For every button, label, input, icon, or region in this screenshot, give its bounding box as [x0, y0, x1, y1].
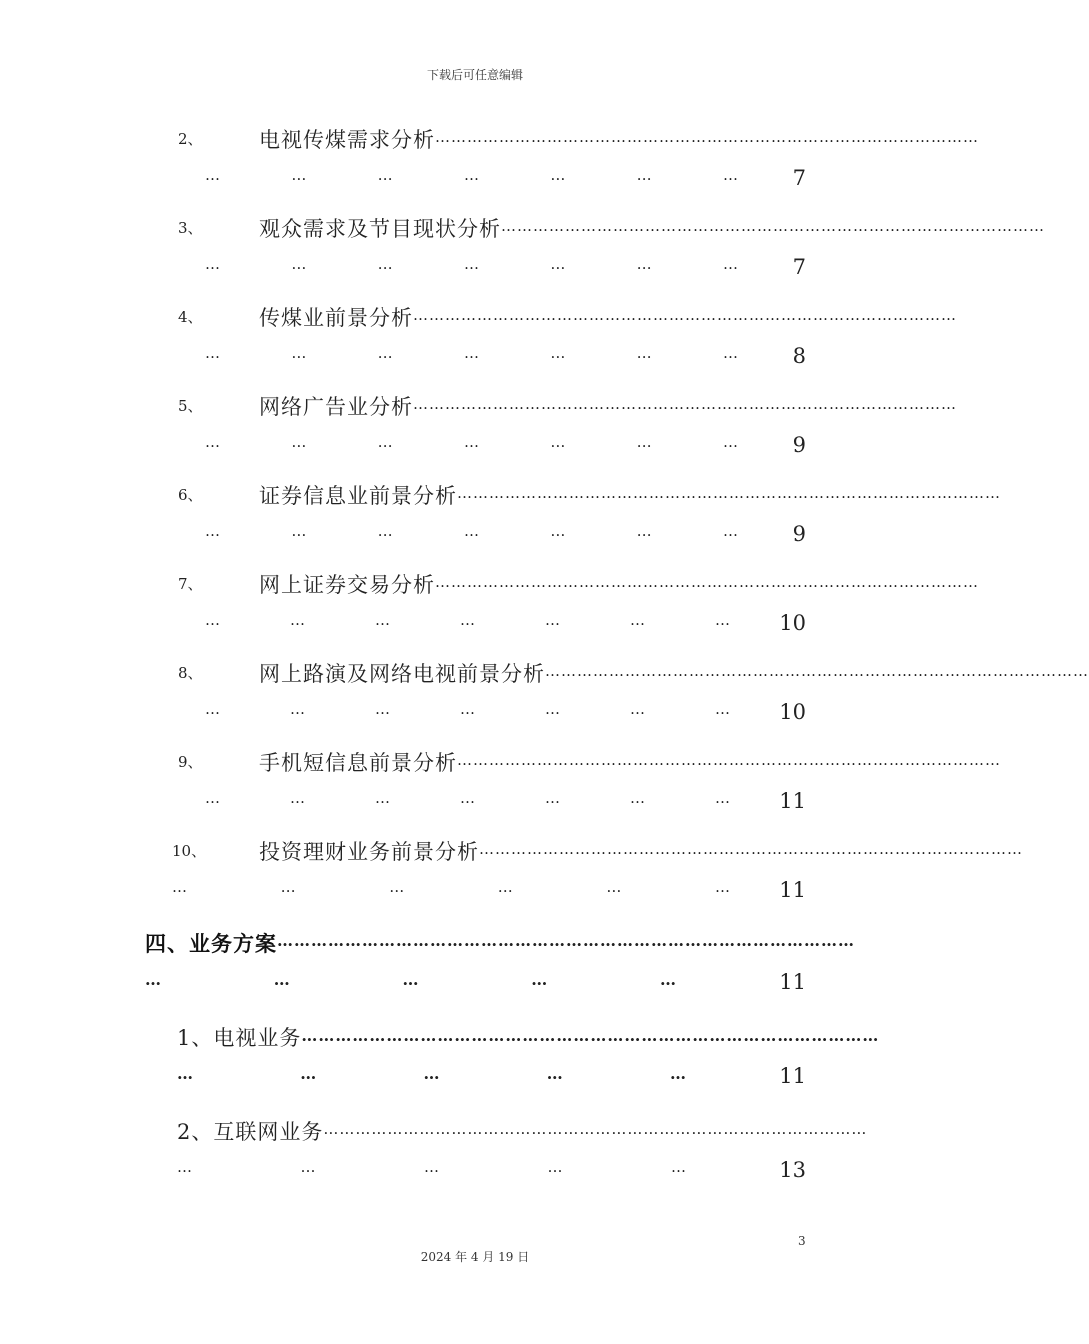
ellipsis-mark: …: [205, 700, 220, 718]
toc-entry-number: 4、: [178, 308, 203, 326]
toc-page-number: 7: [792, 166, 806, 190]
ellipsis-mark: …: [671, 1158, 686, 1176]
ellipsis-mark: …: [423, 1064, 440, 1083]
toc-dots-row: [205, 522, 738, 540]
ellipsis-mark: …: [630, 789, 645, 807]
ellipsis-mark: …: [630, 611, 645, 629]
page-header: 下载后可任意编辑: [426, 68, 523, 82]
toc-dots-row: [205, 344, 738, 362]
toc-entry-title: 手机短信息前景分析: [259, 751, 457, 775]
toc-entry-number: 10、: [172, 842, 207, 860]
toc-page-number: 9: [792, 433, 806, 457]
ellipsis-mark: …: [636, 166, 652, 184]
ellipsis-mark: …: [715, 789, 730, 807]
toc-subentry-title: 1、电视业务: [177, 1026, 302, 1050]
ellipsis-mark: …: [389, 878, 405, 896]
ellipsis-mark: …: [722, 255, 738, 273]
ellipsis-mark: …: [497, 878, 513, 896]
toc-leader-dots: …………………………………………………………………………………………: [435, 573, 979, 591]
ellipsis-mark: …: [606, 878, 622, 896]
ellipsis-mark: …: [291, 255, 307, 273]
section-leader-dots: …………………………………………………………………………………………: [277, 931, 855, 950]
ellipsis-mark: …: [722, 433, 738, 451]
toc-subentry-title: 2、互联网业务: [177, 1120, 324, 1144]
toc-dots-row: [205, 789, 730, 807]
ellipsis-mark: …: [291, 522, 307, 540]
ellipsis-mark: …: [377, 344, 393, 362]
ellipsis-mark: …: [463, 522, 479, 540]
toc-page-number: 8: [792, 344, 806, 368]
ellipsis-mark: …: [714, 878, 730, 896]
toc-page-number: 7: [792, 255, 806, 279]
ellipsis-mark: …: [177, 1064, 193, 1083]
ellipsis-mark: …: [550, 166, 566, 184]
ellipsis-mark: …: [722, 344, 738, 362]
toc-entry-title: 网上路演及网络电视前景分析: [259, 662, 545, 686]
toc-dots-row: [205, 433, 738, 451]
toc-dots-row: [172, 878, 730, 896]
ellipsis-mark: …: [550, 344, 566, 362]
toc-dots-row: [205, 166, 738, 184]
ellipsis-mark: …: [205, 789, 220, 807]
toc-leader-dots: …………………………………………………………………………………………: [323, 1120, 868, 1138]
toc-leader-dots: …………………………………………………………………………………………: [457, 484, 1001, 502]
ellipsis-mark: …: [722, 522, 738, 540]
ellipsis-mark: …: [172, 878, 187, 896]
toc-leader-dots: …………………………………………………………………………………………: [545, 662, 1089, 680]
ellipsis-mark: …: [205, 522, 220, 540]
ellipsis-mark: …: [291, 344, 307, 362]
ellipsis-mark: …: [205, 255, 220, 273]
ellipsis-mark: …: [636, 344, 652, 362]
ellipsis-mark: …: [670, 1064, 686, 1083]
toc-dots-row: [177, 1158, 686, 1176]
ellipsis-mark: …: [280, 878, 296, 896]
toc-dots-row: [205, 611, 730, 629]
ellipsis-mark: …: [547, 1158, 563, 1176]
toc-leader-dots: …………………………………………………………………………………………: [413, 306, 957, 324]
ellipsis-mark: …: [424, 1158, 439, 1176]
toc-entry-title: 证券信息业前景分析: [259, 484, 457, 508]
ellipsis-mark: …: [273, 970, 290, 989]
toc-entry-number: 8、: [178, 664, 203, 682]
ellipsis-mark: …: [290, 611, 305, 629]
ellipsis-mark: …: [636, 255, 652, 273]
toc-entry-title: 网上证券交易分析: [259, 573, 435, 597]
ellipsis-mark: …: [300, 1064, 317, 1083]
toc-entry-number: 2、: [178, 130, 203, 148]
ellipsis-mark: …: [460, 700, 475, 718]
ellipsis-mark: …: [290, 700, 305, 718]
ellipsis-mark: …: [715, 700, 730, 718]
toc-page-number: 11: [779, 878, 806, 902]
ellipsis-mark: …: [545, 611, 560, 629]
toc-page-number: 11: [779, 1064, 806, 1088]
ellipsis-mark: …: [377, 522, 393, 540]
toc-entry-title: 投资理财业务前景分析: [259, 840, 479, 864]
toc-leader-dots: …………………………………………………………………………………………: [479, 840, 1023, 858]
ellipsis-mark: …: [291, 166, 307, 184]
ellipsis-mark: …: [545, 789, 560, 807]
ellipsis-mark: …: [630, 700, 645, 718]
ellipsis-mark: …: [377, 255, 393, 273]
ellipsis-mark: …: [463, 255, 479, 273]
ellipsis-mark: …: [636, 433, 652, 451]
toc-dots-row: [205, 700, 730, 718]
ellipsis-mark: …: [375, 789, 390, 807]
ellipsis-mark: …: [460, 789, 475, 807]
section-dots-row: [145, 970, 676, 989]
ellipsis-mark: …: [375, 611, 390, 629]
ellipsis-mark: …: [722, 166, 738, 184]
ellipsis-mark: …: [463, 433, 479, 451]
ellipsis-mark: …: [546, 1064, 563, 1083]
toc-page-number: 11: [779, 789, 806, 813]
toc-entry-number: 3、: [178, 219, 203, 237]
ellipsis-mark: …: [291, 433, 307, 451]
toc-entry-title: 电视传煤需求分析: [259, 128, 435, 152]
toc-entry-title: 传煤业前景分析: [259, 306, 413, 330]
ellipsis-mark: …: [402, 970, 419, 989]
ellipsis-mark: …: [375, 700, 390, 718]
toc-page-number: 10: [779, 611, 806, 635]
section-page-number: 11: [779, 970, 806, 994]
ellipsis-mark: …: [660, 970, 676, 989]
ellipsis-mark: …: [636, 522, 652, 540]
ellipsis-mark: …: [715, 611, 730, 629]
toc-page-number: 9: [792, 522, 806, 546]
toc-entry-number: 5、: [178, 397, 203, 415]
toc-entry-title: 网络广告业分析: [259, 395, 413, 419]
toc-dots-row: [177, 1064, 686, 1083]
toc-page-number: 10: [779, 700, 806, 724]
ellipsis-mark: …: [205, 433, 220, 451]
ellipsis-mark: …: [463, 344, 479, 362]
ellipsis-mark: …: [550, 433, 566, 451]
toc-leader-dots: …………………………………………………………………………………………: [435, 128, 979, 146]
ellipsis-mark: …: [205, 344, 220, 362]
ellipsis-mark: …: [290, 789, 305, 807]
ellipsis-mark: …: [460, 611, 475, 629]
section-heading: 四、业务方案: [145, 931, 277, 956]
ellipsis-mark: …: [377, 166, 393, 184]
page-number: 3: [798, 1234, 806, 1248]
toc-entry-number: 6、: [178, 486, 203, 504]
ellipsis-mark: …: [145, 970, 161, 989]
ellipsis-mark: …: [177, 1158, 192, 1176]
toc-entry-number: 9、: [178, 753, 203, 771]
ellipsis-mark: …: [377, 433, 393, 451]
toc-entry-number: 7、: [178, 575, 203, 593]
ellipsis-mark: …: [550, 255, 566, 273]
toc-leader-dots: …………………………………………………………………………………………: [301, 1026, 880, 1045]
toc-leader-dots: …………………………………………………………………………………………: [413, 395, 957, 413]
ellipsis-mark: …: [205, 611, 220, 629]
ellipsis-mark: …: [550, 522, 566, 540]
toc-entry-title: 观众需求及节目现状分析: [259, 217, 501, 241]
toc-leader-dots: …………………………………………………………………………………………: [457, 751, 1001, 769]
ellipsis-mark: …: [300, 1158, 316, 1176]
ellipsis-mark: …: [205, 166, 220, 184]
toc-page-number: 13: [779, 1158, 806, 1182]
ellipsis-mark: …: [545, 700, 560, 718]
ellipsis-mark: …: [531, 970, 548, 989]
footer-date: 2024 年 4 月 19 日: [420, 1250, 530, 1264]
ellipsis-mark: …: [463, 166, 479, 184]
toc-dots-row: [205, 255, 738, 273]
toc-leader-dots: …………………………………………………………………………………………: [501, 217, 1045, 235]
